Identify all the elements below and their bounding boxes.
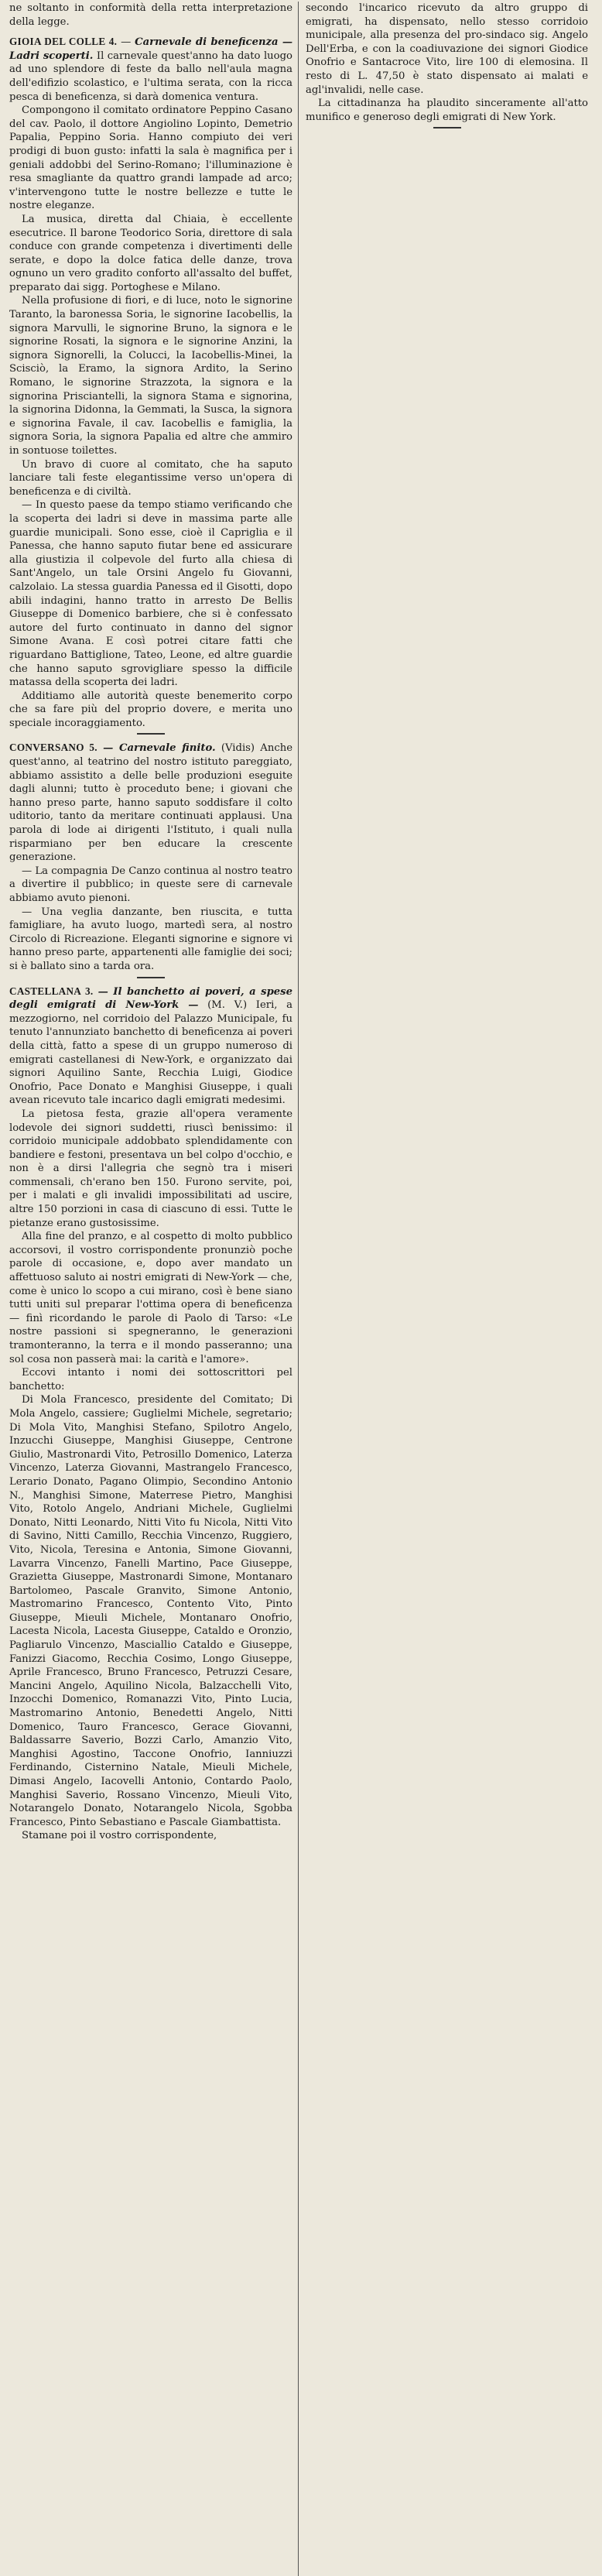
gioia-heading: GIOIA DEL COLLE 4. — Carnevale di beneficenza — Ladri scoperti. Il carnevale quest'anno ha dato luogo ad uno splendore di feste da ballo nell'aula magna dell'edifizio scolastico, e l'ultima serata, con la ricca pesca di beneficenza, si darà domenica ventura.	[9, 36, 293, 103]
castellana-paragraph-2: Alla fine del pranzo, e al cospetto di molto pubblico accorsovi, il vostro corrispondente pronunziò poche parole di occasione, e, dopo aver mandato un affettuoso saluto ai nostri emigrati di New-York — che, come è unico lo scopo a cui mirano, così è bene siano tutti uniti sul preparar l'ottima opera di beneficenza — finì ricordando le parole di Paolo di Tarso: «Le nostre passioni si spegneranno, le generazioni tramonteranno, la terra e il mondo passeranno; una sol cosa non passerà mai: la carità e l'amore».	[9, 1231, 292, 1365]
article-conversano	[9, 741, 292, 973]
castellana-continued-0: secondo l'incarico ricevuto da altro gruppo di emigrati, ha dispensato, nello stesso corridoio municipale, alla presenza del pro-sindaco sig. Angelo Dell'Erba, e con la coadiuvazione dei signori Giodice Onofrio e Santacroce Vito, lire 100 di elemosina. Il resto di L. 47,50 è stato dispensato ai malati e agl'invalidi, nelle case.	[306, 2, 588, 96]
gioia-paragraph-5: — In questo paese da tempo stiamo verificando che la scoperta dei ladri si deve in massima parte alle guardie municipali. Sono esse, cioè il Capriglia e il Panessa, che hanno saputo fiutar bene ed assicurare alla giustizia il colpevole del furto alla chiesa di Sant'Angelo, un tale Orsini Angelo fu Giovanni, calzolaio. La stessa guardia Panessa ed il Gisotti, dopo abili indagini, hanno tratto in arresto De Bellis Giuseppe di Domenico barbiere, che si è confessato autore del furto continuato in danno del signor Simone Avana. E così potrei citare fatti che riguardano Battiglione, Tateo, Leone, ed altre guardie che hanno saputo sgrovigliare spesso la difficile matassa della scoperta dei ladri.	[9, 499, 292, 689]
right-column	[299, 2, 593, 2576]
gioia-place: GIOIA DEL COLLE 4.	[9, 36, 118, 48]
gioia-paragraph-3: Nella profusione di fiori, e di luce, noto le signorine Taranto, la baronessa Soria, le signorine Iacobellis, la signora Marvulli, le signorine Bruno, la signora e le signorine Rosati, la signora e le signorine Anzini, la signora Signorelli, la Colucci, la Iacobellis-Minei, la Scisciò, la Eramo, la signora Ardito, la Serino Romano, le signorine Strazzota, la signora e la signorina Prisciantelli, la signora Stama e signorina, la signorina Didonna, la Gemmati, la Susca, la signora e signorina Favale, il cav. Iacobellis e famiglia, la signora Soria, la signora Papalia ed altre che ammiro in sontuose toilettes.	[9, 295, 292, 457]
conversano-paragraph-1: — La compagnia De Canzo continua al nostro teatro a divertire il pubblico; in queste sere di carnevale abbiamo avuto pienoni.	[9, 865, 292, 904]
castellana-paragraph-5: Stamane poi il vostro corrispondente,	[22, 1830, 217, 1842]
conversano-paragraph-2: — Una veglia danzante, ben riuscita, e tutta famigliare, ha avuto luogo, martedì sera, al nostro Circolo di Ricreazione. Eleganti signorine e signore vi hanno preso parte, appartenenti alle famiglie dei soci; si è ballato sino a tarda ora.	[9, 906, 292, 972]
castellana-continued-1: La cittadinanza ha plaudito sinceramente all'atto munifico e generoso degli emigrati di New York.	[306, 98, 588, 123]
conversano-subtitle: — Carnevale finito.	[103, 742, 216, 755]
gioia-paragraph-0: Il carnevale quest'anno ha dato luogo ad uno splendore di feste da ballo nell'aula magna dell'edifizio scolastico, e l'ultima serata, con la ricca pesca di beneficenza, si darà domenica ventura.	[9, 50, 292, 103]
gioia-paragraph-1: Compongono il comitato ordinatore Peppino Casano del cav. Paolo, il dottore Angiolino Lopinto, Demetrio Papalia, Peppino Soria. Hanno compiuto dei veri prodigi di buon gusto: infatti la sala è magnifica per i geniali addobbi del Serino-Romano; l'illuminazione è resa smagliante da quattro grandi lampade ad arco; v'intervengono tutte le nostre bellezze e tutte le nostre eleganze.	[9, 104, 292, 212]
castellana-paragraph-1: La pietosa festa, grazie all'opera veramente lodevole dei signori suddetti, riuscì benissimo: il corridoio municipale addobbato splendidamente con bandiere e festoni, presentava un bel colpo d'occhio, e non è a dirsi l'allegria che segnò tra i miseri commensali, ch'erano ben 150. Furono servite, poi, per i malati e gli invalidi impossibilitati ad uscire, altre 150 porzioni in casa di ciascuno di essi. Tutte le pietanze erano gustosissime.	[9, 1108, 292, 1229]
left-column	[5, 2, 299, 2576]
castellana-paragraph-3: Eccovi intanto i nomi dei sottoscrittori pel banchetto:	[9, 1367, 292, 1392]
gioia-subtitle: Carnevale di beneficenza — Ladri scoperti.	[9, 36, 293, 62]
conversano-heading	[9, 741, 292, 864]
castellana-paragraph-0: (M. V.) Ieri, a mezzogiorno, nel corridoio del Palazzo Municipale, fu tenuto l'annunziato banchetto di beneficenza ai poveri della città, fatto a spese di un gruppo numeroso di emigrati castellanesi di New-York, e organizzato dai signori Aquilino Sante, Recchia Luigi, Giodice Onofrio, Pace Donato e Manghisi Giuseppe, i quali avean ricevuto tale incarico dagli emigrati medesimi.	[9, 999, 292, 1107]
castellana-heading	[9, 985, 292, 1108]
article-castellana	[9, 985, 292, 1843]
section-divider	[137, 977, 165, 978]
castellana-place: CASTELLANA 3.	[9, 985, 94, 997]
gioia-paragraph-2: La musica, diretta dal Chiaia, è eccellente esecutrice. Il barone Teodorico Soria, direttore di sala conduce con grande competenza i divertimenti delle serate, e dopo la dolce fatica delle danze, trova ognuno un vero gradito conforto all'assalto del buffet, preparato dai sigg. Portoghese e Milano.	[9, 213, 292, 293]
article-gioia	[9, 35, 292, 730]
section-divider	[137, 733, 165, 735]
gioia-paragraph-4: Un bravo di cuore al comitato, che ha saputo lanciare tali feste elegantissime verso un'opera di beneficenza e di civiltà.	[9, 458, 292, 498]
gioia-paragraph-6: Additiamo alle autorità queste benemerito corpo che sa fare più del proprio dovere, e merita uno speciale incoraggiamento.	[9, 690, 292, 729]
castellana-subtitle: — Il banchetto ai poveri, a spese degli emigrati di New-York —	[9, 985, 293, 1012]
conversano-place: CONVERSANO 5.	[9, 742, 97, 754]
intro-text: ne soltanto in conformità della retta interpretazione della legge.	[9, 2, 292, 28]
castellana-names-list: Di Mola Francesco, presidente del Comitato; Di Mola Angelo, cassiere; Guglielmi Michele, segretario; Di Mola Vito, Manghisi Stefano, Spilotro Angelo, Inzucchi Giuseppe, Manghisi Giuseppe, Centrone Giulio, Mastronardi Vito, Petrosillo Domenico, Laterza Vincenzo, Laterza Giovanni, Mastrangelo Francesco, Lerario Donato, Pagano Olimpio, Secondino Antonio N., Manghisi Simone, Materrese Pietro, Manghisi Vito, Rotolo Angelo, Andriani Michele, Guglielmi Donato, Nitti Leonardo, Nitti Vito fu Nicola, Nitti Vito di Savino, Nitti Camillo, Recchia Vincenzo, Ruggiero, Vito, Nicola, Teresina e Antonia, Simone Giovanni, Lavarra Vincenzo, Fanelli Martino, Pace Giuseppe, Grazietta Giuseppe, Mastronardi Simone, Montanaro Bartolomeo, Pascale Granvito, Simone Antonio, Mastromarino Francesco, Contento Vito, Pinto Giuseppe, Mieuli Michele, Montanaro Onofrio, Lacesta Nicola, Lacesta Giuseppe, Cataldo e Oronzio, Pagliarulo Vincenzo, Masciallio Cataldo e Giuseppe, Fanizzi Giacomo, Recchia Cosimo, Longo Giuseppe, Aprile Francesco, Bruno Francesco, Petruzzi Cesare, Mancini Angelo, Aquilino Nicola, Balzacchelli Vito, Inzocchi Domenico, Romanazzi Vito, Pinto Lucia, Mastromarino Antonio, Benedetti Angelo, Nitti Domenico, Tauro Francesco, Gerace Giovanni, Baldassarre Saverio, Bozzi Carlo, Amanzio Vito, Manghisi Agostino, Taccone Onofrio, Ianniuzzi Ferdinando, Cisternino Natale, Mieuli Michele, Dimasi Angelo, Iacovelli Antonio, Contardo Paolo, Manghisi Saverio, Rossano Vincenzo, Mieuli Vito, Notarangelo Donato, Notarangelo Nicola, Sgobba Francesco, Pinto Sebastiano e Pascale Giambattista.	[9, 1394, 292, 1828]
conversano-paragraph-0: (Vidis) Anche quest'anno, al teatrino del nostro istituto pareggiato, abbiamo assistito a delle belle produzioni eseguite dagli alunni; tutto è proceduto bene; i giovani che hanno preso parte, hanno saputo soddisfare il colto uditorio, tanto da meritare continuati applausi. Una parola di lode ai dirigenti l'Istituto, i quali nulla risparmiano per ben educare la crescente generazione.	[9, 742, 292, 864]
section-divider	[433, 127, 461, 128]
